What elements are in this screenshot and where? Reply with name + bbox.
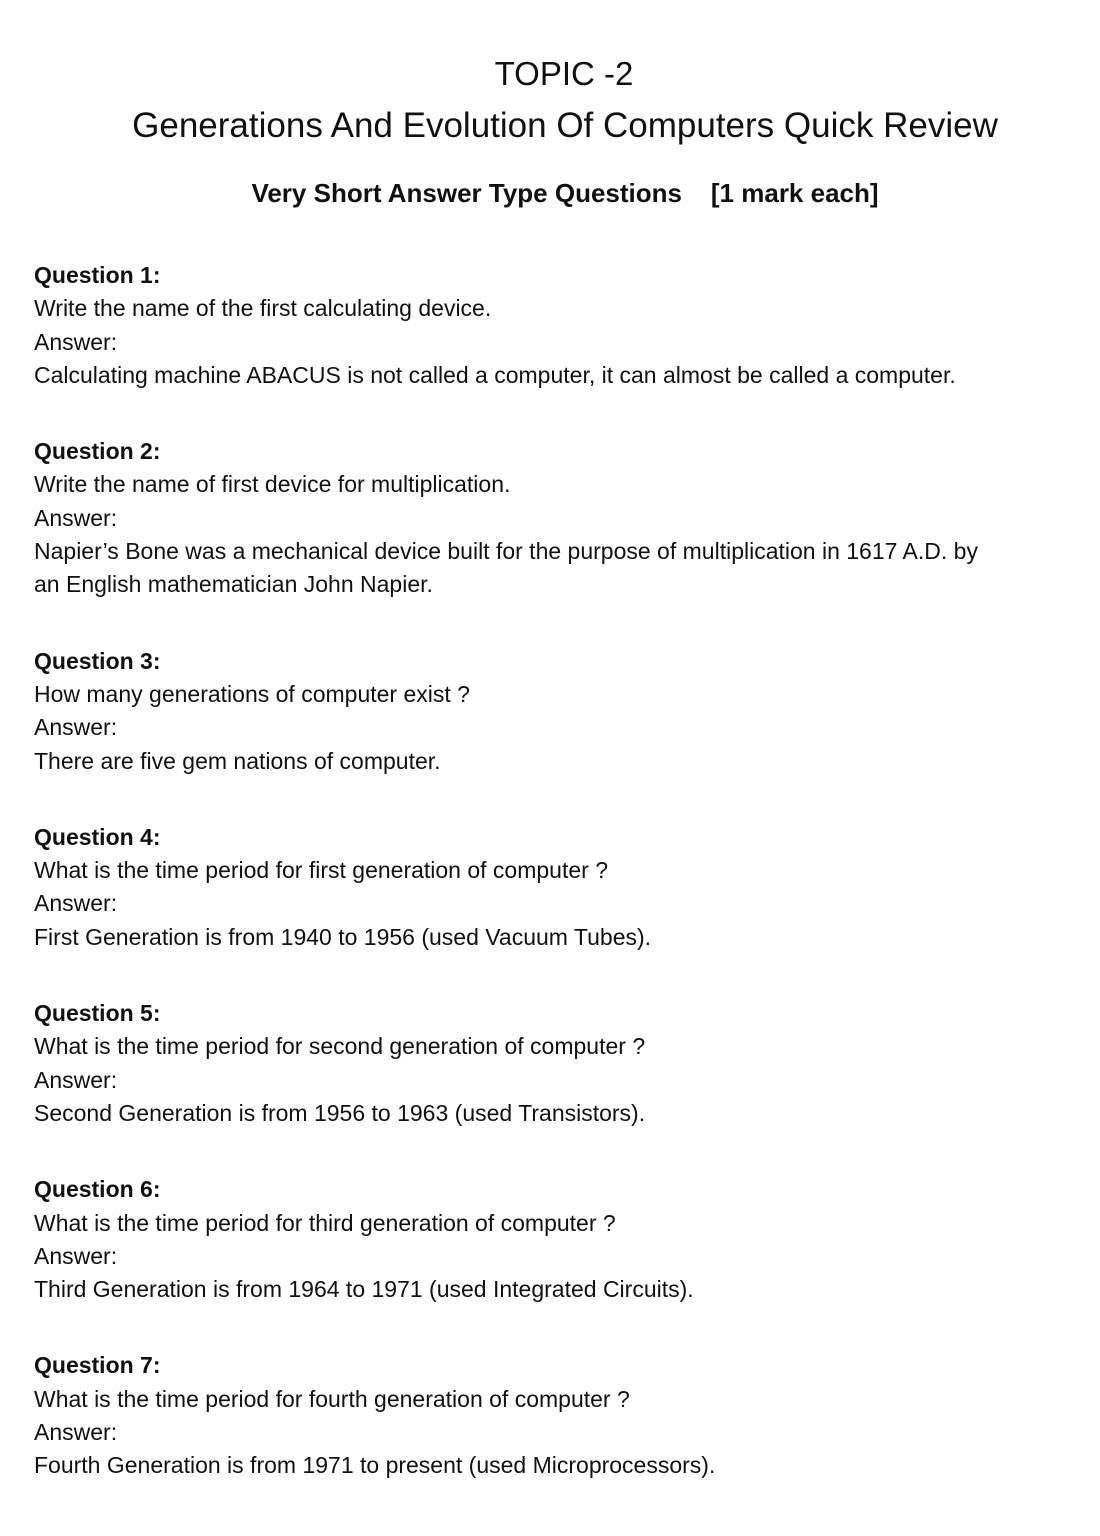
question-label: Question 2: (34, 438, 161, 465)
question-block-7 (34, 1349, 1074, 1482)
answer-label: Answer: (34, 1066, 118, 1093)
question-block-5 (34, 997, 1074, 1130)
answer-label: Answer: (34, 504, 118, 531)
question-text: What is the time period for fourth generation of computer ? (34, 1385, 630, 1412)
answer-text: First Generation is from 1940 to 1956 (used Vacuum Tubes). (34, 923, 652, 950)
answer-label: Answer: (34, 328, 118, 355)
answer-text: Second Generation is from 1956 to 1963 (used Transistors). (34, 1099, 646, 1126)
topic-heading: TOPIC -2 (494, 55, 634, 92)
page-title: Generations And Evolution Of Computers Quick Review (132, 106, 998, 145)
question-block-4 (34, 821, 1074, 954)
question-label: Question 5: (34, 1000, 161, 1027)
question-block-3 (34, 645, 1074, 778)
question-label: Question 3: (34, 647, 161, 674)
question-label: Question 7: (34, 1352, 161, 1379)
question-label: Question 4: (34, 823, 161, 850)
answer-text: There are five gem nations of computer. (34, 747, 441, 774)
question-text: Write the name of the first calculating device. (34, 295, 492, 322)
question-list (34, 259, 1074, 1526)
answer-label: Answer: (34, 1242, 118, 1269)
answer-label: Answer: (34, 714, 118, 741)
question-label: Question 6: (34, 1176, 161, 1203)
answer-text: Calculating machine ABACUS is not called a computer, it can almost be called a computer. (34, 361, 956, 388)
question-text: How many generations of computer exist ? (34, 680, 470, 707)
question-text: What is the time period for first generation of computer ? (34, 857, 608, 884)
section-heading: Very Short Answer Type Questions [1 mark each] (251, 178, 879, 208)
answer-text: Fourth Generation is from 1971 to present (used Microprocessors). (34, 1452, 716, 1479)
question-block-6 (34, 1173, 1074, 1306)
question-block-2 (34, 435, 1074, 601)
question-label: Question 1: (34, 262, 161, 288)
answer-text: Third Generation is from 1964 to 1971 (used Integrated Circuits). (34, 1276, 694, 1303)
answer-text: Napier’s Bone was a mechanical device built for the purpose of multiplication in 1617 A.D. by (34, 538, 978, 565)
answer-text-continued: an English mathematician John Napier. (34, 571, 433, 598)
question-text: What is the time period for third generation of computer ? (34, 1209, 616, 1236)
question-text: Write the name of first device for multiplication. (34, 471, 511, 498)
answer-label: Answer: (34, 890, 118, 917)
question-block-1 (34, 259, 1074, 392)
question-text: What is the time period for second generation of computer ? (34, 1033, 646, 1060)
answer-label: Answer: (34, 1419, 118, 1446)
